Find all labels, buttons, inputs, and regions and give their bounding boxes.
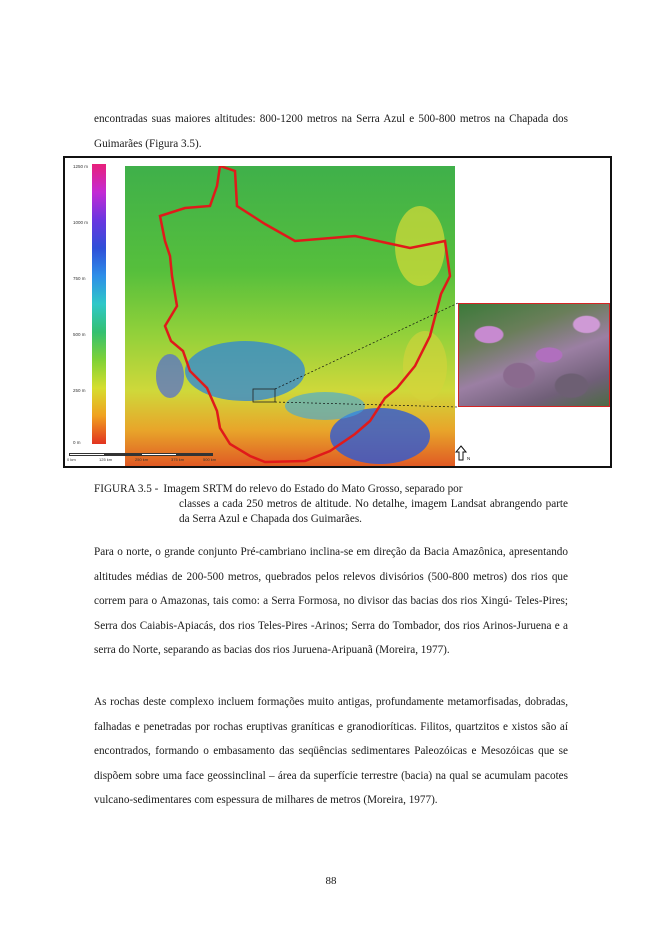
north-label: N — [467, 456, 471, 461]
scale-label-125: 125 km — [99, 457, 113, 462]
caption-line-1: Imagem SRTM do relevo do Estado do Mato Grosso, separado por — [163, 483, 463, 495]
legend-label-250: 250 m — [73, 388, 86, 393]
figure-caption — [94, 482, 568, 527]
legend-label-1250: 1250 m — [73, 164, 89, 169]
paragraph-2: As rochas deste complexo incluem formações muito antigas, profundamente metamorfisadas, dobradas, falhadas e penetradas por rochas eruptivas graníticas e granodioríticas. Filitos, quartzitos e xistos são aí encontrados, formando o embasamento das seqüências sedimentares Paleozóicas e Mesozóicas que se dispõem sobre uma face geossinclinal – área da superfície terrestre (bacia) na qual se acumulam pacotes vulcano-sedimentares com espessura de milhares de metros (Moreira, 1977). — [94, 696, 568, 806]
scale-label-0: 0 km — [67, 457, 76, 462]
scale-label-500: 500 km — [203, 457, 217, 462]
figure-srtm-map — [63, 156, 612, 468]
figure-label: FIGURA 3.5 - — [94, 483, 159, 495]
legend-label-0: 0 m — [73, 440, 81, 445]
caption-continuation: classes a cada 250 metros de altitude. No detalhe, imagem Landsat abrangendo parte da Serra Azul e Chapada dos Guimarães. — [179, 498, 568, 525]
scale-label-375: 375 km — [171, 457, 185, 462]
page-number: 88 — [325, 875, 337, 887]
legend-label-750: 750 m — [73, 276, 86, 281]
paragraph-1: Para o norte, o grande conjunto Pré-cambriano inclina-se em direção da Bacia Amazônica, apresentando altitudes médias de 200-500 metros, quebrados pelos relevos divisórios (500-800 metros) dos rios que correm para o Amazonas, tais como: a Serra Formosa, no divisor das bacias dos rios Xingú- Teles-Pires; Serra dos Caiabis-Apiacás, dos rios Teles-Pires -Arinos; Serra do Tombador, dos rios Arinos-Juruena e a serra do Norte, separando as bacias dos rios Juruena-Aripuanã (Moreira, 1977). — [94, 546, 568, 656]
north-arrow-icon — [454, 445, 471, 461]
legend-label-500: 500 m — [73, 332, 86, 337]
legend-label-1000: 1000 m — [73, 220, 89, 225]
scale-bar — [67, 453, 217, 461]
landsat-detail-inset — [458, 303, 610, 407]
scale-label-250: 250 km — [135, 457, 149, 462]
paragraph-top: encontradas suas maiores altitudes: 800-1200 metros na Serra Azul e 500-800 metros na Chapada dos Guimarães (Figura 3.5). — [94, 113, 568, 150]
